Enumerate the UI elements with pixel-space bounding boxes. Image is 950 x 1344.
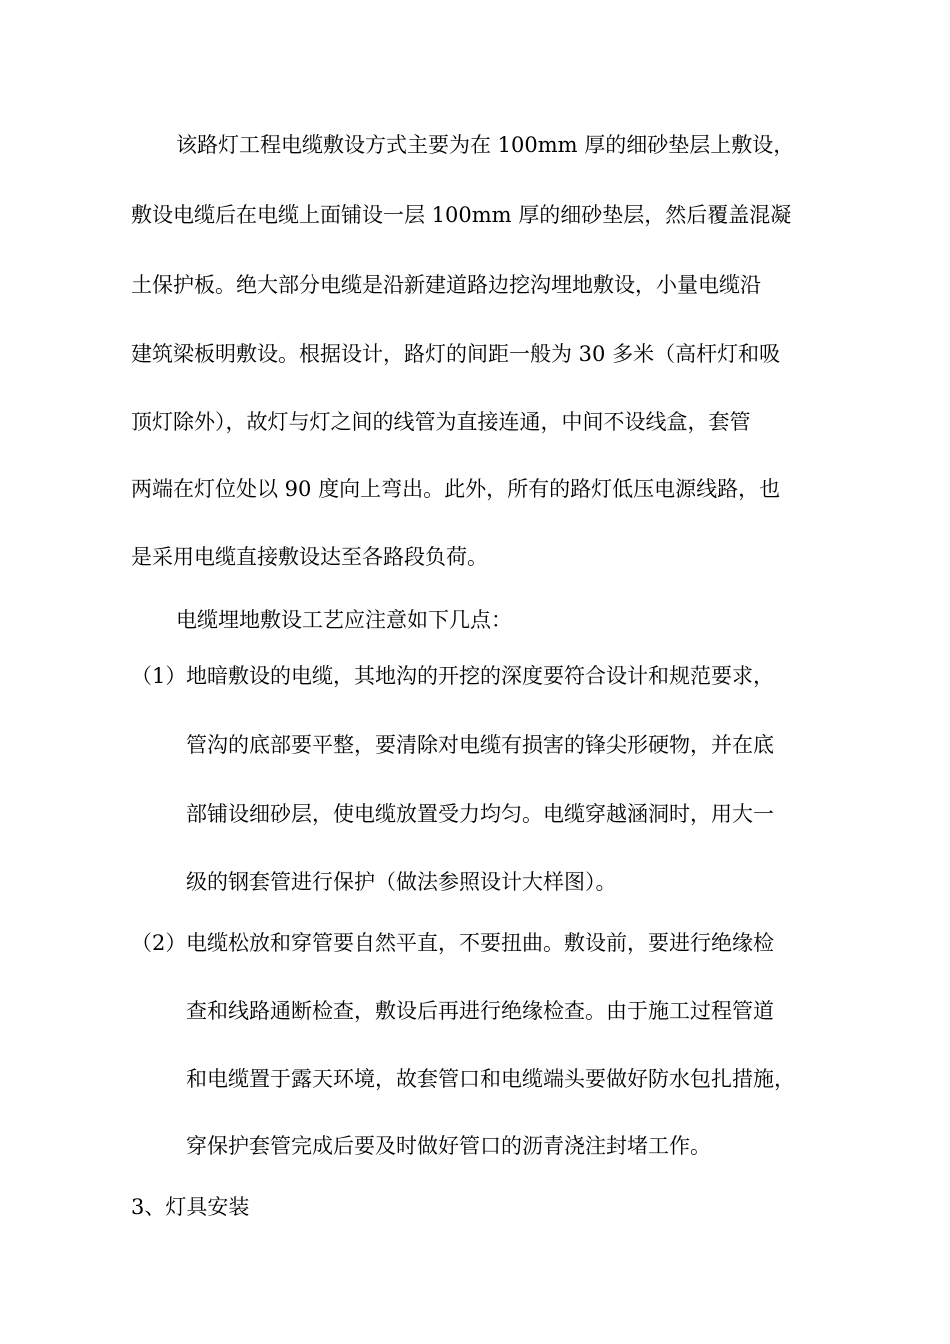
list-item-line: 查和线路通断检查，敷设后再进行绝缘检查。由于施工过程管道 [186, 999, 774, 1023]
list-item-line: 和电缆置于露天环境，故套管口和电缆端头要做好防水包扎措施， [186, 1067, 795, 1091]
list-item-line: 穿保护套管完成后要及时做好管口的沥青浇注封堵工作。 [186, 1134, 711, 1158]
list-item-line: 电缆松放和穿管要自然平直，不要扭曲。敷设前，要进行绝缘检 [186, 931, 774, 955]
paragraph-line: 土保护板。绝大部分电缆是沿新建道路边挖沟埋地敷设，小量电缆沿 [131, 273, 761, 297]
list-item-marker: （2） [131, 931, 187, 955]
list-item-line: 地暗敷设的电缆，其地沟的开挖的深度要符合设计和规范要求， [186, 664, 774, 688]
list-item-marker: （1） [131, 664, 187, 688]
section-heading: 3、灯具安装 [131, 1195, 250, 1219]
list-item-line: 管沟的底部要平整，要清除对电缆有损害的锋尖形硬物，并在底 [186, 733, 774, 757]
list-item-line: 部铺设细砂层，使电缆放置受力均匀。电缆穿越涵洞时，用大一 [186, 802, 774, 826]
list-item-line: 级的钢套管进行保护（做法参照设计大样图）。 [186, 870, 617, 894]
paragraph-line: 敷设电缆后在电缆上面铺设一层 100mm 厚的细砂垫层，然后覆盖混凝 [131, 203, 792, 227]
paragraph-line: 两端在灯位处以 90 度向上弯出。此外，所有的路灯低压电源线路，也 [131, 477, 781, 501]
paragraph-line: 建筑梁板明敷设。根据设计，路灯的间距一般为 30 多米（高杆灯和吸 [131, 342, 781, 366]
paragraph-line: 该路灯工程电缆敷设方式主要为在 100mm 厚的细砂垫层上敷设， [176, 133, 795, 157]
paragraph-line: 顶灯除外），故灯与灯之间的线管为直接连通，中间不设线盒，套管 [131, 410, 751, 434]
paragraph-line: 是采用电缆直接敷设达至各路段负荷。 [131, 545, 488, 569]
paragraph-line: 电缆埋地敷设工艺应注意如下几点： [176, 608, 512, 632]
